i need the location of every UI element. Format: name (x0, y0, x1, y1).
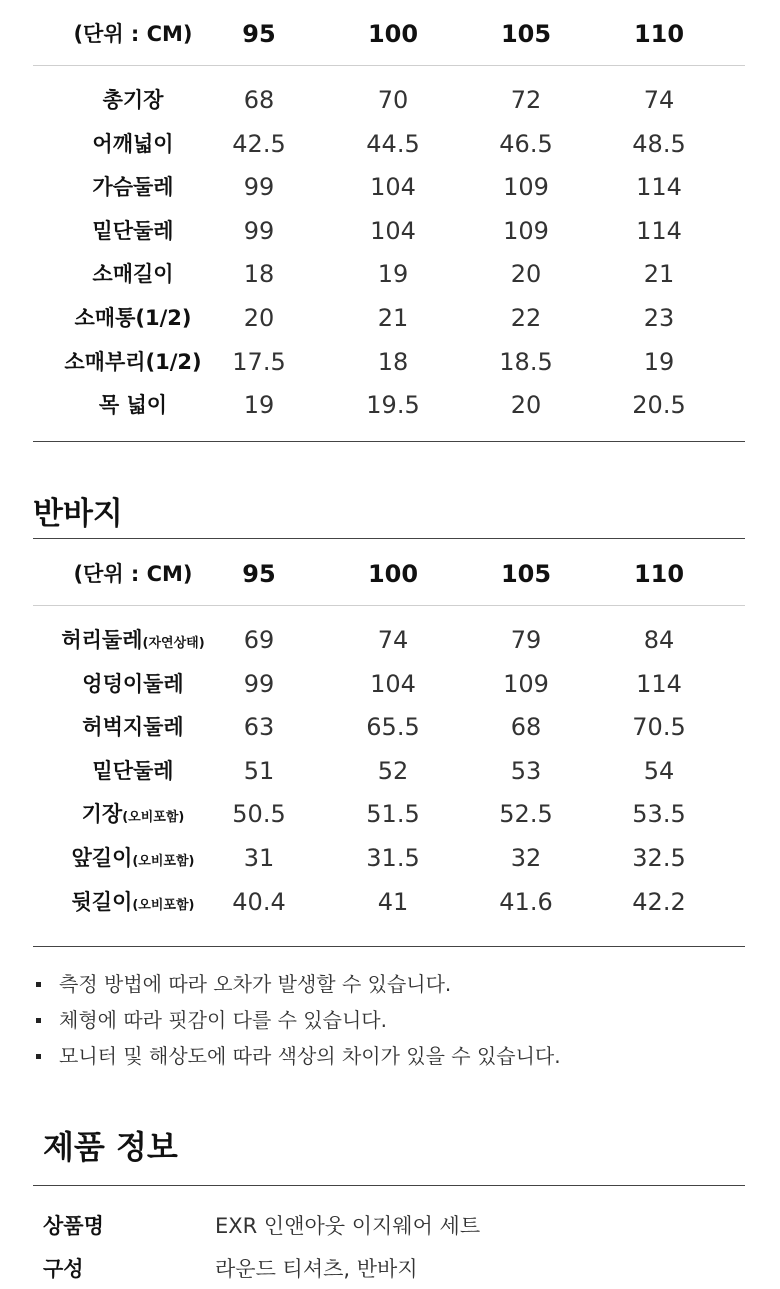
row-label-note: (오비포함) (122, 810, 185, 826)
info-row (43, 1206, 743, 1246)
table-cell: 99 (243, 669, 275, 698)
table-cell: 17.5 (232, 347, 286, 376)
table-cell: 104 (370, 173, 416, 202)
row-label-text: 밑단둘레 (92, 218, 174, 243)
table-cell: 41 (377, 887, 409, 916)
size-header: 105 (500, 560, 552, 588)
table-cell: 18 (377, 347, 409, 376)
table-row (33, 751, 745, 791)
notice-text: 모니터 및 해상도에 따라 색상의 차이가 있을 수 있습니다. (59, 1044, 561, 1068)
table-cell: 69 (243, 626, 275, 654)
table-cell: 52.5 (499, 800, 553, 829)
table-cell: 70.5 (632, 713, 686, 742)
table-cell: 114 (636, 173, 682, 202)
table-cell: 20 (510, 260, 542, 289)
row-label-note: (오비포함) (132, 854, 195, 869)
table-cell: 21 (643, 260, 675, 289)
table-cell: 19 (377, 260, 409, 289)
table-cell: 109 (503, 216, 549, 245)
row-label-text: 뒷길이 (71, 889, 133, 914)
table-cell: 48.5 (632, 129, 686, 158)
divider (33, 946, 745, 947)
notice-item (33, 1002, 561, 1038)
table-cell: 52 (377, 756, 409, 785)
size-header: 100 (367, 560, 419, 588)
table-cell: 20 (243, 304, 275, 332)
notice-item (33, 966, 561, 1002)
table-cell: 20 (510, 391, 542, 420)
row-label-text: 엉덩이둘레 (82, 671, 184, 696)
section-title-product-info: 제품 정보 (43, 1128, 178, 1166)
table-cell: 68 (510, 713, 542, 742)
table-cell: 21 (377, 304, 409, 332)
notice-text: 측정 방법에 따라 오차가 발생할 수 있습니다. (59, 972, 452, 996)
divider (33, 1185, 745, 1186)
notice-list (33, 966, 561, 1074)
table-cell: 109 (503, 669, 549, 698)
table-row (33, 167, 745, 207)
bullet-icon (36, 982, 41, 987)
table-cell: 20.5 (632, 391, 686, 420)
top-table-header (33, 14, 745, 54)
table-cell: 18.5 (499, 347, 553, 376)
size-header: 100 (367, 20, 419, 48)
info-row (43, 1249, 743, 1289)
table-cell: 42.5 (232, 129, 286, 158)
table-cell: 53 (510, 756, 542, 785)
notice-item (33, 1038, 561, 1074)
row-label-text: 기장 (81, 802, 123, 827)
shorts-table-header (33, 554, 745, 594)
size-header: 110 (633, 560, 685, 588)
table-cell: 114 (636, 669, 682, 698)
row-label-text: 앞길이 (71, 846, 133, 870)
table-cell: 54 (643, 756, 675, 785)
table-cell: 74 (377, 626, 409, 654)
info-label: 구성 (43, 1257, 84, 1281)
size-header: 105 (500, 20, 552, 48)
table-cell: 84 (643, 626, 675, 654)
table-cell: 74 (643, 86, 675, 114)
row-label-note: (자연상태) (142, 636, 205, 651)
unit-label: (단위 : CM) (73, 22, 193, 46)
table-row (33, 80, 745, 120)
row-label-text: 총기장 (102, 88, 164, 112)
table-cell: 32.5 (632, 844, 686, 872)
table-cell: 32 (510, 844, 542, 872)
table-cell: 114 (636, 216, 682, 245)
bullet-icon (36, 1018, 41, 1023)
table-row (33, 211, 745, 251)
table-cell: 40.4 (232, 887, 286, 916)
table-cell: 109 (503, 173, 549, 202)
table-cell: 46.5 (499, 129, 553, 158)
divider (33, 65, 745, 66)
table-cell: 63 (243, 713, 275, 742)
row-label-text: 소매길이 (92, 262, 174, 287)
divider (33, 605, 745, 606)
table-cell: 51.5 (366, 800, 420, 829)
divider (33, 441, 745, 442)
table-row (33, 664, 745, 704)
row-label-text: 목 넓이 (98, 393, 168, 418)
table-row (33, 838, 745, 878)
table-row (33, 882, 745, 922)
table-row (33, 124, 745, 164)
table-row (33, 794, 745, 834)
bullet-icon (36, 1054, 41, 1059)
info-label: 상품명 (43, 1214, 104, 1238)
row-label-text: 어깨넓이 (92, 131, 174, 156)
row-label-text: 허벅지둘레 (82, 715, 184, 740)
table-cell: 79 (510, 626, 542, 654)
row-label-text: 소매통(1/2) (74, 306, 192, 330)
table-row (33, 707, 745, 747)
table-cell: 31.5 (366, 844, 420, 872)
row-label-note: (오비포함) (132, 897, 195, 913)
table-cell: 68 (243, 86, 275, 114)
table-row (33, 342, 745, 382)
row-label-text: 허리둘레 (61, 628, 143, 652)
table-cell: 22 (510, 304, 542, 332)
table-cell: 72 (510, 86, 542, 114)
notice-text: 체형에 따라 핏감이 다를 수 있습니다. (59, 1008, 387, 1032)
table-row (33, 298, 745, 338)
table-cell: 99 (243, 173, 275, 202)
table-row (33, 254, 745, 294)
size-header: 110 (633, 20, 685, 48)
table-cell: 50.5 (232, 800, 286, 829)
table-cell: 19.5 (366, 391, 420, 420)
size-header: 95 (242, 20, 276, 48)
info-value: EXR 인앤아웃 이지웨어 세트 (215, 1214, 481, 1238)
info-value: 라운드 티셔츠, 반바지 (215, 1257, 418, 1281)
table-cell: 41.6 (499, 887, 553, 916)
table-cell: 23 (643, 304, 675, 332)
row-label-text: 가슴둘레 (92, 175, 174, 200)
section-title-shorts: 반바지 (33, 496, 123, 532)
size-header: 95 (242, 560, 276, 588)
table-cell: 19 (643, 347, 675, 376)
table-cell: 42.2 (632, 887, 686, 916)
row-label-text: 밑단둘레 (92, 758, 174, 783)
table-cell: 18 (243, 260, 275, 289)
table-row (33, 385, 745, 425)
table-cell: 19 (243, 391, 275, 420)
table-cell: 65.5 (366, 713, 420, 742)
table-row (33, 620, 745, 660)
unit-label: (단위 : CM) (73, 562, 193, 586)
table-cell: 44.5 (366, 129, 420, 158)
table-cell: 51 (243, 756, 275, 785)
table-cell: 99 (243, 216, 275, 245)
table-cell: 104 (370, 669, 416, 698)
table-cell: 104 (370, 216, 416, 245)
divider (33, 538, 745, 539)
table-cell: 70 (377, 86, 409, 114)
table-cell: 53.5 (632, 800, 686, 829)
row-label-text: 소매부리(1/2) (64, 349, 202, 374)
table-cell: 31 (243, 844, 275, 872)
